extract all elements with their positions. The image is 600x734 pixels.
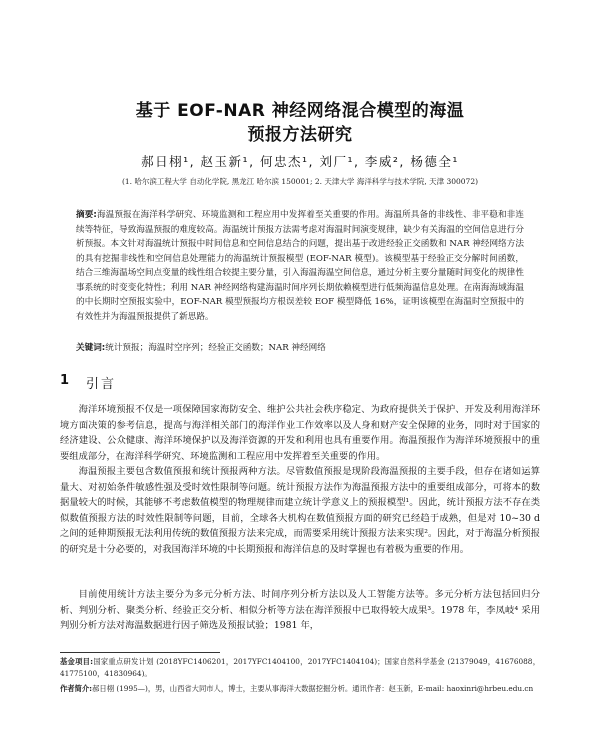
fund-footnote	[60, 656, 540, 679]
paragraph-text: 海温预报主要包含数值预报和统计预报两种方法。尽管数值预报是现阶段海温预报的主要手段，但存在诸如运算量大、对初始条件敏感性强及受时效性限制等问题。统计预报方法作为海温预报方法中的重要组成部分，可将本的数据量较大的时候，其能够不考虑数值模型的物理规律而建立统计学意义上的预报模型¹。因此，统计预报方法不存在类似数值预报方法的时效性限制等问题，目前，全球各大机构在数值预报方面的研究已经趋于成熟，但是对 10~30 d 之间的延伸期预报无法利用传统的数值预报方法来完成，而需要采用统计预报方法来实现²。因此，对于海温分析预报的研究是十分必要的，对我国海洋环境的中长期预报和海洋信息的及时掌握也有着极为重要的作用。	[60, 466, 540, 555]
body-paragraph	[60, 402, 540, 464]
affiliations: (1. 哈尔滨工程大学 自动化学院, 黑龙江 哈尔滨 150001; 2. 天津大学 海洋科学与技术学院, 天津 300072)	[121, 177, 479, 186]
fund-text: 国家重点研发计划 (2018YFC1406201，2017YFC1404100，2017YFC1404104)；国家自然科学基金 (21379049，41676088，41775100，41830964)。	[60, 657, 540, 678]
abstract	[76, 208, 524, 324]
paper-title-line1: 基于 EOF-NAR 神经网络混合模型的海温	[135, 101, 465, 121]
paper-title-line2: 预报方法研究	[247, 125, 353, 145]
section-number: 1	[60, 373, 70, 388]
body-paragraph	[60, 587, 540, 634]
abstract-text: 海温预报在海洋科学研究、环境监测和工程应用中发挥着至关重要的作用。海温所具备的非线性、非平稳和非连续等特征，导致海温预报的难度较高。海温统计预报方法需考虑对海温时间演变规律，缺少有关海温的空间信息进行分析预报。本文针对海温统计预报中时间信息和空间信息结合的问题，提出基于改进经验正交函数和 NAR 神经网络方法的具有挖掘非线性和空间信息处理能力的海温统计预报模型 (EOF-NAR 模型)。该模型基于经验正交分解时间函数，结合三维海温场空间点变量的线性组合较提主要分量，引入海温海温空间信息，通过分析主要分量随时间变化的规律性事系统的时变变化特性；利用 NAR 神经网络构建海温时间序列长期依赖模型进行低频海温信息处理。在南海海域海温的中长期时空预报实验中，EOF-NAR 模型预报均方根误差较 EOF 模型降低 16%，证明该模型在海温时空预报中的有效性并为海温预报提供了新思路。	[76, 210, 524, 322]
author-info-text: 郝日栩 (1995—)，男，山西省大同市人，博士，主要从事海洋大数据挖掘分析。通讯作者：赵玉新，E-mail: haoxinri@hrbeu.edu.cn	[92, 684, 534, 693]
author-info-label: 作者简介:	[60, 684, 93, 693]
footnote-divider	[60, 652, 220, 653]
body-paragraph	[60, 464, 540, 558]
fund-label: 基金项目:	[60, 657, 94, 666]
section-title: 引言	[86, 377, 117, 392]
keywords-text: 统计预报；海温时空序列；经验正交函数；NAR 神经网络	[105, 343, 326, 353]
keywords	[76, 341, 524, 355]
paragraph-text: 海洋环境预报不仅是一项保障国家海防安全、维护公共社会秩序稳定、为政府提供关于保护、开发及利用海洋环境方面决策的参考信息，提高与海洋相关部门的海洋作业工作效率以及人身和财产安全保障的业务，同时对于国家的经济建设、公众健康、海洋环境保护以及海洋资源的开发和利用也具有重要作用。海温预报作为海洋环境预报中的重要组成部分，在海洋科学研究、环境监测和工程应用中发挥着至关重要的作用。	[60, 404, 540, 462]
author-footnote	[60, 683, 540, 695]
paragraph-text: 目前使用统计方法主要分为多元分析方法、时间序列分析方法以及人工智能方法等。多元分析方法包括回归分析、判别分析、聚类分析、经验正交分析、相似分析等方法在海洋预报中已取得较大成果³。1978 年，李凤岐⁴ 采用判别分析方法对海温数据进行因子筛选及预报试验；1981 年，	[60, 589, 540, 632]
author-list: 郝日栩¹, 赵玉新¹, 何忠杰¹, 刘厂¹, 李威², 杨德全¹	[141, 154, 459, 169]
abstract-label: 摘要:	[76, 210, 97, 220]
keywords-label: 关键词:	[76, 343, 106, 353]
